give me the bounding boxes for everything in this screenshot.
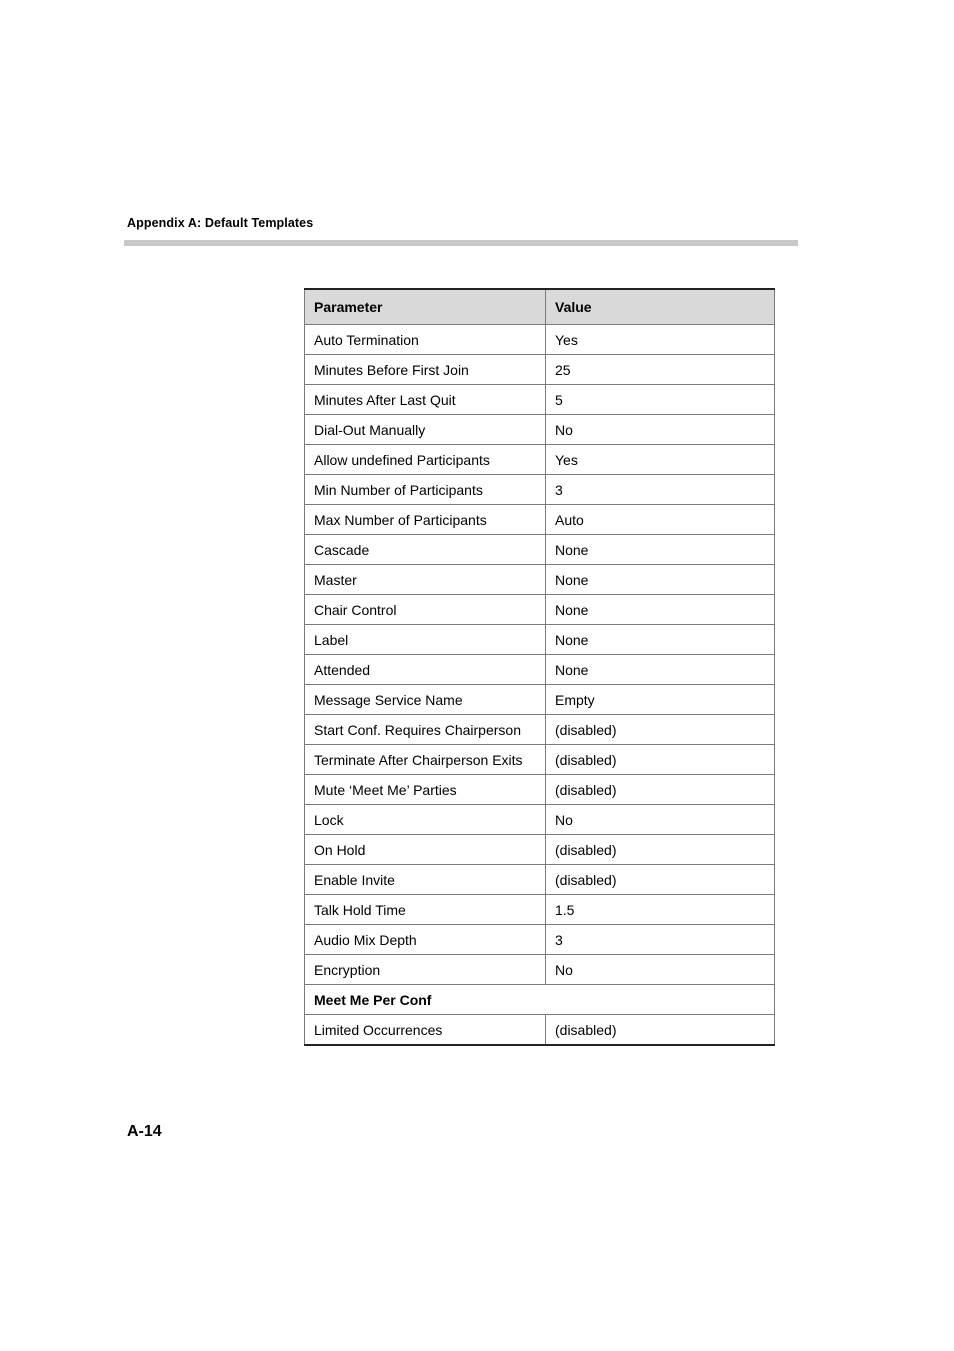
table-row bbox=[305, 1015, 775, 1046]
parameter-table bbox=[304, 288, 775, 1046]
parameter-cell: Start Conf. Requires Chairperson bbox=[305, 715, 546, 745]
page-number: A-14 bbox=[127, 1123, 162, 1140]
value-cell: Auto bbox=[546, 505, 775, 535]
table-row bbox=[305, 445, 775, 475]
table-row bbox=[305, 385, 775, 415]
parameter-cell: Chair Control bbox=[305, 595, 546, 625]
parameter-cell: Terminate After Chairperson Exits bbox=[305, 745, 546, 775]
table-row bbox=[305, 565, 775, 595]
parameter-cell: Encryption bbox=[305, 955, 546, 985]
table-row bbox=[305, 415, 775, 445]
table-row bbox=[305, 355, 775, 385]
parameter-cell: Lock bbox=[305, 805, 546, 835]
parameter-cell: Cascade bbox=[305, 535, 546, 565]
value-cell: (disabled) bbox=[546, 775, 775, 805]
table-row bbox=[305, 775, 775, 805]
column-header-value: Value bbox=[546, 289, 775, 325]
table-row bbox=[305, 745, 775, 775]
value-cell: 1.5 bbox=[546, 895, 775, 925]
table-row bbox=[305, 925, 775, 955]
parameter-cell: Enable Invite bbox=[305, 865, 546, 895]
column-header-parameter: Parameter bbox=[305, 289, 546, 325]
value-cell: (disabled) bbox=[546, 835, 775, 865]
value-cell: (disabled) bbox=[546, 1015, 775, 1046]
value-cell: Yes bbox=[546, 325, 775, 355]
parameter-cell: Label bbox=[305, 625, 546, 655]
table-row bbox=[305, 805, 775, 835]
value-cell: Empty bbox=[546, 685, 775, 715]
value-cell: None bbox=[546, 625, 775, 655]
table-row bbox=[305, 325, 775, 355]
value-cell: Yes bbox=[546, 445, 775, 475]
parameter-cell: Min Number of Participants bbox=[305, 475, 546, 505]
table-row bbox=[305, 955, 775, 985]
parameter-cell: Max Number of Participants bbox=[305, 505, 546, 535]
running-header: Appendix A: Default Templates bbox=[127, 216, 314, 230]
parameter-cell: Message Service Name bbox=[305, 685, 546, 715]
table-row bbox=[305, 685, 775, 715]
table-row bbox=[305, 835, 775, 865]
value-cell: (disabled) bbox=[546, 745, 775, 775]
table-row bbox=[305, 895, 775, 925]
table-row bbox=[305, 655, 775, 685]
value-cell: (disabled) bbox=[546, 865, 775, 895]
table-row bbox=[305, 625, 775, 655]
parameter-cell: Minutes Before First Join bbox=[305, 355, 546, 385]
value-cell: None bbox=[546, 595, 775, 625]
parameter-cell: Mute ‘Meet Me’ Parties bbox=[305, 775, 546, 805]
value-cell: None bbox=[546, 565, 775, 595]
value-cell: None bbox=[546, 655, 775, 685]
table-row bbox=[305, 505, 775, 535]
parameter-cell: Talk Hold Time bbox=[305, 895, 546, 925]
table-row bbox=[305, 865, 775, 895]
section-header-row bbox=[305, 985, 775, 1015]
value-cell: None bbox=[546, 535, 775, 565]
value-cell: 5 bbox=[546, 385, 775, 415]
header-rule bbox=[124, 240, 798, 246]
value-cell: 3 bbox=[546, 925, 775, 955]
parameter-cell: Audio Mix Depth bbox=[305, 925, 546, 955]
section-title: Meet Me Per Conf bbox=[305, 985, 775, 1015]
parameter-cell: Minutes After Last Quit bbox=[305, 385, 546, 415]
table-body bbox=[305, 325, 775, 1046]
table-row bbox=[305, 535, 775, 565]
table-row bbox=[305, 595, 775, 625]
value-cell: No bbox=[546, 805, 775, 835]
value-cell: No bbox=[546, 955, 775, 985]
value-cell: 25 bbox=[546, 355, 775, 385]
table-header-row bbox=[305, 289, 775, 325]
parameter-cell: Limited Occurrences bbox=[305, 1015, 546, 1046]
value-cell: (disabled) bbox=[546, 715, 775, 745]
parameter-cell: Master bbox=[305, 565, 546, 595]
parameter-cell: Auto Termination bbox=[305, 325, 546, 355]
parameter-cell: Dial-Out Manually bbox=[305, 415, 546, 445]
table-row bbox=[305, 715, 775, 745]
value-cell: 3 bbox=[546, 475, 775, 505]
parameter-cell: On Hold bbox=[305, 835, 546, 865]
value-cell: No bbox=[546, 415, 775, 445]
table-row bbox=[305, 475, 775, 505]
parameter-cell: Attended bbox=[305, 655, 546, 685]
parameter-cell: Allow undefined Participants bbox=[305, 445, 546, 475]
